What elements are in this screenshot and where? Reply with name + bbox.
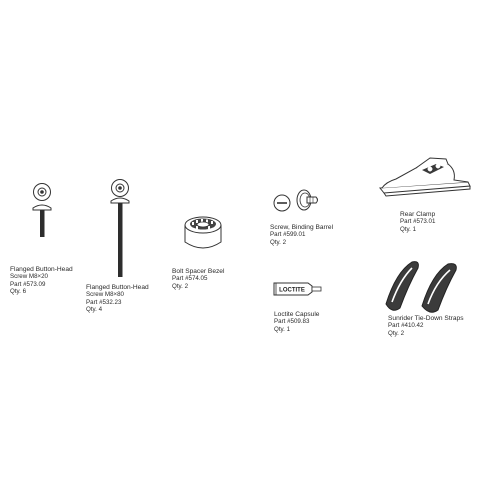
part-name: Flanged Button-Head: [86, 284, 149, 291]
flanged-button-head-screw-long-icon: [108, 179, 132, 279]
part-name: Loctite Capsule: [274, 311, 320, 318]
loctite-capsule-icon: [272, 280, 324, 298]
tie-down-straps-icon: [382, 258, 464, 314]
part-name-line2: Screw M8×20: [10, 273, 49, 281]
part-number: Part #574.05: [172, 275, 208, 283]
part-number: Part #573.09: [10, 280, 46, 288]
part-quantity: Qty. 2: [172, 282, 189, 290]
caption-tie-down-straps: [388, 315, 464, 337]
caption-screw-m8x80: [86, 284, 149, 314]
part-quantity: Qty. 1: [274, 325, 291, 333]
part-number: Part #509.83: [274, 318, 310, 326]
caption-rear-clamp: [400, 211, 435, 233]
rear-clamp-icon: [376, 152, 474, 198]
part-quantity: Qty. 1: [400, 225, 417, 233]
part-number: Part #532.23: [86, 298, 122, 306]
part-quantity: Qty. 2: [270, 238, 287, 246]
caption-binding-barrel: [270, 224, 333, 246]
caption-loctite-capsule: [274, 311, 319, 333]
part-name: Flanged Button-Head: [10, 266, 73, 273]
caption-bolt-spacer-bezel: [172, 268, 224, 290]
part-name-line2: Screw M8×80: [86, 291, 125, 299]
part-quantity: Qty. 2: [388, 329, 405, 337]
part-quantity: Qty. 6: [10, 288, 27, 296]
part-number: Part #599.01: [270, 231, 306, 239]
flanged-button-head-screw-short-icon: [30, 183, 54, 239]
part-name: Screw, Binding Barrel: [270, 224, 334, 231]
caption-screw-m8x20: [10, 266, 73, 296]
bolt-spacer-bezel-icon: [182, 214, 224, 252]
part-number: Part #573.01: [400, 218, 436, 226]
part-quantity: Qty. 4: [86, 306, 103, 314]
loctite-tube-label: LOCTITE: [279, 287, 305, 294]
part-name: Bolt Spacer Bezel: [172, 268, 225, 275]
binding-barrel-screw-icon: [272, 187, 322, 217]
part-name: Sunrider Tie-Down Straps: [388, 315, 464, 322]
part-name: Rear Clamp: [400, 211, 436, 218]
part-number: Part #410.42: [388, 322, 424, 330]
